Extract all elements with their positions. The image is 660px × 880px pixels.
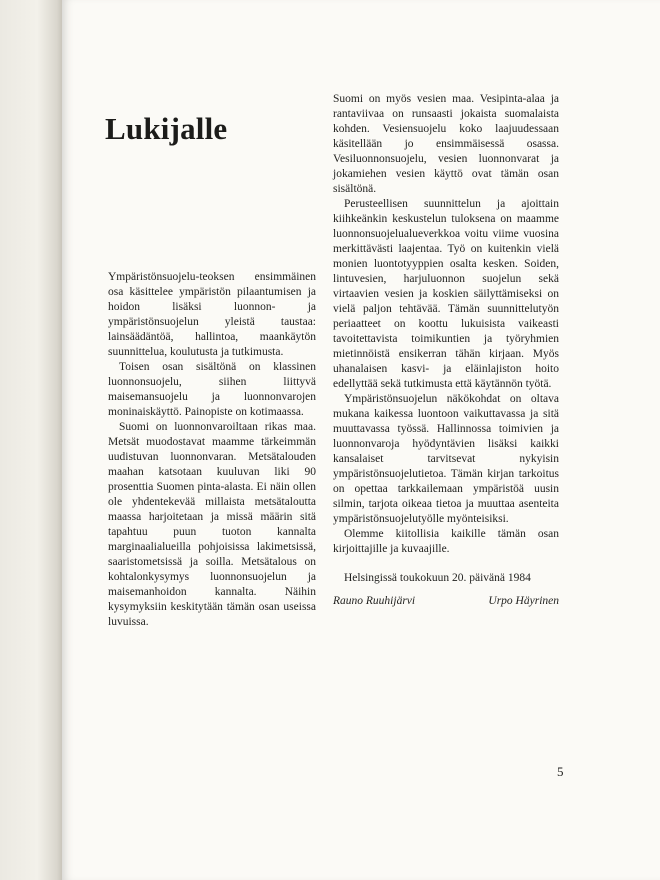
date-line: Helsingissä toukokuun 20. päivänä 1984 bbox=[344, 572, 531, 584]
paragraph: Ympäristönsuojelu-teoksen ensimmäinen osa käsittelee ympäristön pilaantumisen ja hoidon lisäksi luonnon- ja ympäristönsuojelun yleistä taustaa: lainsäädäntöä, hallintoa, maankäytön suunnittelua, koulutusta ja tutkimusta. bbox=[108, 271, 316, 358]
paragraph: Olemme kiitollisia kaikille tämän osan kirjoittajille ja kuvaajille. bbox=[333, 528, 559, 555]
previous-page-edge bbox=[0, 0, 62, 880]
paragraph: Ympäristönsuojelun näkökohdat on oltava mukana kaikessa luontoon vaikuttavassa ja sitä muuttavassa työssä. Hallinnossa toimivien ja luonnonvaroja hyödyntävien lisäksi kaikki kansalaiset tarvitsevat nykyisin ympäristönsuojelutietoa. Tämän kirjan tarkoitus on opettaa tarkkailemaan ympäristöä uusin silmin, tarjota oikeaa tietoa ja muuttaa asenteita ympäristönsuojelutyölle myönteisiksi. bbox=[333, 393, 559, 525]
page-number: 5 bbox=[557, 764, 564, 779]
right-column bbox=[333, 92, 559, 609]
page-title: Lukijalle bbox=[105, 110, 228, 146]
signature-name: Urpo Häyrinen bbox=[488, 595, 559, 607]
signatures bbox=[333, 594, 559, 609]
left-column bbox=[108, 270, 316, 630]
paragraph: Perusteellisen suunnittelun ja ajoittain kiihkeänkin keskustelun tuloksena on maamme luonnonsuojelualueverkkoa voitu viime vuosina merkittävästi laajentaa. Työ on kuitenkin vielä monien luontotyyppien osalta kesken. Soiden, lintuvesien, harjuluonnon suojelun sekä virtaavien vesien ja koskien säilyttämiseksi on vielä paljon tehtävää. Tämän suunnittelutyön periaatteet on koottu lukuisista vaikeasti tavoitettavista toimikuntien ja työryhmien mietinnöistä ensikerran tähän kirjaan. Myös uhanalaisen kasvi- ja eläinlajiston hoito edellyttää sekä tutkimusta että käytännön työtä. bbox=[333, 198, 559, 390]
paragraph: Toisen osan sisältönä on klassinen luonnonsuojelu, siihen liittyvä maisemansuojelu ja luonnonvarojen moninaiskäyttö. Painopiste on kotimaassa. bbox=[108, 361, 316, 418]
paragraph: Suomi on myös vesien maa. Vesipinta-alaa ja rantaviivaa on runsaasti jokaista suomalaista kohden. Vesiensuojelu koko laajuudessaan käsitellään jo ensimmäisessä osassa. Vesiluonnonsuojelu, vesien luonnonvarat ja jokamiehen vesien käyttö ovat tämän osan sisältönä. bbox=[333, 93, 559, 195]
signature-name: Rauno Ruuhijärvi bbox=[333, 595, 416, 607]
paragraph: Suomi on luonnonvaroiltaan rikas maa. Metsät muodostavat maamme tärkeimmän uudistuvan luonnonvaran. Metsätalouden maahan katsotaan kuuluvan liki 90 prosenttia Suomen pinta-alasta. Ei näin ollen ole yhdentekevää millaista metsätaloutta maassa harjoitetaan ja missä määrin sitä tapahtuu puun tuoton kannalta marginaalialueilla pohjoisissa lakimetsissä, saaristometsissä ja soilla. Metsätalous on kohtalonkysymys luonnonsuojelun ja maisemanhoidon kannalta. Näihin kysymyksiin keskitytään tämän osan useissa luvuissa. bbox=[108, 421, 316, 628]
